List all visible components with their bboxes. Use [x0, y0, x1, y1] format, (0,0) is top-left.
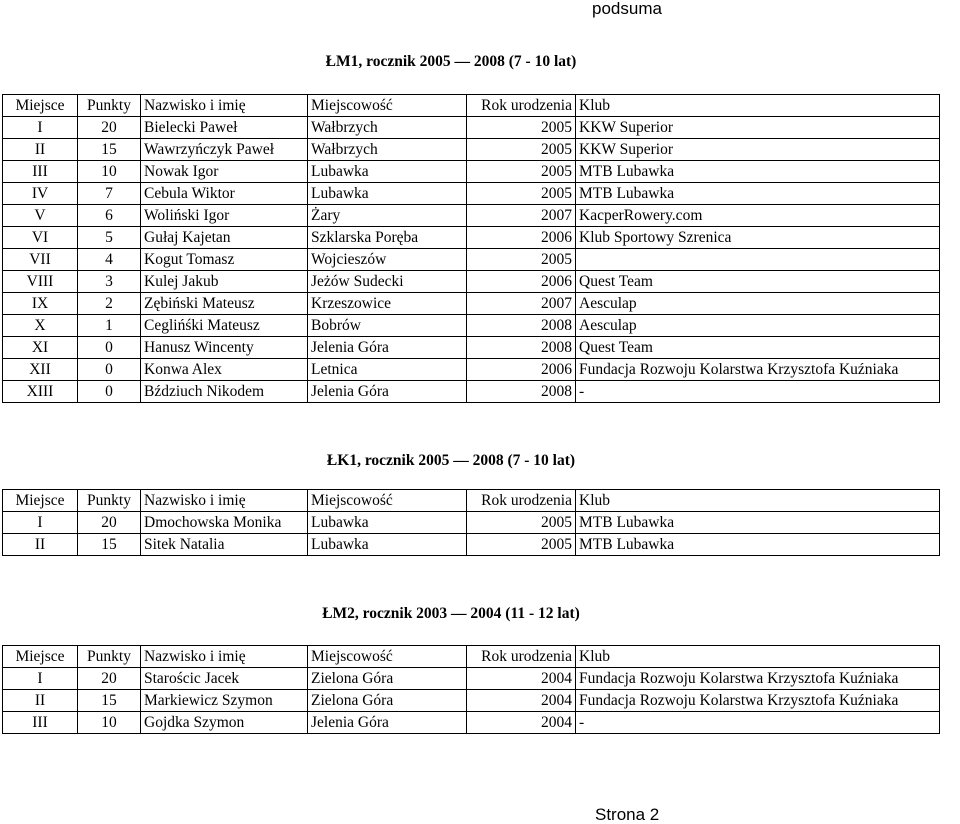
cell-name: Cebula Wiktor	[141, 183, 308, 205]
column-header-name: Nazwisko i imię	[141, 646, 308, 668]
cell-city: Letnica	[308, 359, 467, 381]
table-row	[3, 161, 940, 183]
cell-year: 2005	[467, 512, 576, 534]
cell-name: Woliński Igor	[141, 205, 308, 227]
cell-name: Kulej Jakub	[141, 271, 308, 293]
cell-city: Jelenia Góra	[308, 712, 467, 734]
cell-city: Lubawka	[308, 161, 467, 183]
cell-club: -	[576, 712, 940, 734]
table-row	[3, 117, 940, 139]
cell-club: MTB Lubawka	[576, 183, 940, 205]
cell-club: MTB Lubawka	[576, 161, 940, 183]
column-header-city: Miejscowość	[308, 490, 467, 512]
cell-year: 2005	[467, 534, 576, 556]
cell-club: KKW Superior	[576, 117, 940, 139]
cell-year: 2005	[467, 183, 576, 205]
cell-club: KKW Superior	[576, 139, 940, 161]
table-row	[3, 227, 940, 249]
cell-name: Dmochowska Monika	[141, 512, 308, 534]
column-header-points: Punkty	[78, 490, 141, 512]
cell-place: XIII	[3, 381, 78, 403]
column-header-year: Rok urodzenia	[467, 646, 576, 668]
cell-city: Lubawka	[308, 534, 467, 556]
table-row	[3, 534, 940, 556]
cell-city: Krzeszowice	[308, 293, 467, 315]
table-row	[3, 712, 940, 734]
table-row	[3, 205, 940, 227]
cell-city: Jelenia Góra	[308, 337, 467, 359]
cell-name: Markiewicz Szymon	[141, 690, 308, 712]
cell-year: 2007	[467, 205, 576, 227]
cell-club: -	[576, 381, 940, 403]
cell-points: 1	[78, 315, 141, 337]
cell-points: 7	[78, 183, 141, 205]
column-header-place: Miejsce	[3, 95, 78, 117]
cell-points: 15	[78, 690, 141, 712]
table-row	[3, 512, 940, 534]
cell-points: 0	[78, 337, 141, 359]
table-row	[3, 315, 940, 337]
column-header-year: Rok urodzenia	[467, 95, 576, 117]
cell-points: 10	[78, 161, 141, 183]
cell-club: MTB Lubawka	[576, 512, 940, 534]
cell-city: Wałbrzych	[308, 117, 467, 139]
cell-club: Fundacja Rozwoju Kolarstwa Krzysztofa Kuźniaka	[576, 668, 940, 690]
cell-place: VII	[3, 249, 78, 271]
cell-name: Bździuch Nikodem	[141, 381, 308, 403]
cell-city: Żary	[308, 205, 467, 227]
cell-city: Szklarska Poręba	[308, 227, 467, 249]
cell-points: 6	[78, 205, 141, 227]
cell-name: Hanusz Wincenty	[141, 337, 308, 359]
cell-club: Aesculap	[576, 315, 940, 337]
column-header-club: Klub	[576, 95, 940, 117]
results-table	[2, 489, 940, 556]
cell-city: Zielona Góra	[308, 668, 467, 690]
table-row	[3, 668, 940, 690]
cell-year: 2006	[467, 271, 576, 293]
cell-year: 2006	[467, 227, 576, 249]
column-header-club: Klub	[576, 490, 940, 512]
cell-name: Ceglińśki Mateusz	[141, 315, 308, 337]
cell-points: 0	[78, 381, 141, 403]
cell-club: Fundacja Rozwoju Kolarstwa Krzysztofa Kuźniaka	[576, 690, 940, 712]
cell-name: Nowak Igor	[141, 161, 308, 183]
cell-place: IX	[3, 293, 78, 315]
cell-place: II	[3, 690, 78, 712]
table-row	[3, 359, 940, 381]
cell-place: XI	[3, 337, 78, 359]
cell-year: 2004	[467, 668, 576, 690]
cell-place: II	[3, 534, 78, 556]
cell-city: Wałbrzych	[308, 139, 467, 161]
cell-club: Quest Team	[576, 271, 940, 293]
cell-name: Zębiński Mateusz	[141, 293, 308, 315]
table-header-row	[3, 490, 940, 512]
cell-place: II	[3, 139, 78, 161]
cell-club	[576, 249, 940, 271]
cell-place: VI	[3, 227, 78, 249]
cell-points: 15	[78, 534, 141, 556]
section-title: ŁK1, rocznik 2005 — 2008 (7 - 10 lat)	[326, 452, 576, 469]
cell-points: 10	[78, 712, 141, 734]
cell-points: 3	[78, 271, 141, 293]
column-header-club: Klub	[576, 646, 940, 668]
cell-place: III	[3, 161, 78, 183]
cell-year: 2006	[467, 359, 576, 381]
cell-city: Jelenia Góra	[308, 381, 467, 403]
table-header-row	[3, 646, 940, 668]
cell-year: 2004	[467, 690, 576, 712]
cell-club: Fundacja Rozwoju Kolarstwa Krzysztofa Kuźniaka	[576, 359, 940, 381]
cell-points: 0	[78, 359, 141, 381]
cell-city: Jeżów Sudecki	[308, 271, 467, 293]
cell-year: 2005	[467, 117, 576, 139]
cell-year: 2008	[467, 315, 576, 337]
column-header-place: Miejsce	[3, 490, 78, 512]
cell-place: VIII	[3, 271, 78, 293]
cell-city: Lubawka	[308, 183, 467, 205]
cell-place: XII	[3, 359, 78, 381]
cell-place: I	[3, 512, 78, 534]
page-header: podsuma	[592, 0, 662, 18]
table-row	[3, 183, 940, 205]
table-row	[3, 249, 940, 271]
column-header-year: Rok urodzenia	[467, 490, 576, 512]
cell-city: Lubawka	[308, 512, 467, 534]
table-header-row	[3, 95, 940, 117]
column-header-name: Nazwisko i imię	[141, 95, 308, 117]
table-row	[3, 337, 940, 359]
cell-club: Klub Sportowy Szrenica	[576, 227, 940, 249]
column-header-city: Miejscowość	[308, 646, 467, 668]
cell-place: I	[3, 668, 78, 690]
cell-place: V	[3, 205, 78, 227]
cell-year: 2005	[467, 249, 576, 271]
cell-points: 2	[78, 293, 141, 315]
table-row	[3, 293, 940, 315]
cell-club: MTB Lubawka	[576, 534, 940, 556]
cell-points: 20	[78, 512, 141, 534]
cell-city: Wojcieszów	[308, 249, 467, 271]
cell-points: 5	[78, 227, 141, 249]
cell-name: Gojdka Szymon	[141, 712, 308, 734]
cell-club: KacperRowery.com	[576, 205, 940, 227]
cell-name: Sitek Natalia	[141, 534, 308, 556]
cell-year: 2005	[467, 161, 576, 183]
cell-points: 15	[78, 139, 141, 161]
cell-points: 20	[78, 668, 141, 690]
cell-place: I	[3, 117, 78, 139]
cell-year: 2007	[467, 293, 576, 315]
table-row	[3, 690, 940, 712]
cell-place: IV	[3, 183, 78, 205]
cell-city: Bobrów	[308, 315, 467, 337]
cell-points: 20	[78, 117, 141, 139]
results-table	[2, 94, 940, 403]
cell-place: III	[3, 712, 78, 734]
cell-year: 2008	[467, 337, 576, 359]
cell-city: Zielona Góra	[308, 690, 467, 712]
table-row	[3, 381, 940, 403]
section-title: ŁM2, rocznik 2003 — 2004 (11 - 12 lat)	[322, 605, 580, 622]
column-header-city: Miejscowość	[308, 95, 467, 117]
cell-year: 2008	[467, 381, 576, 403]
column-header-points: Punkty	[78, 95, 141, 117]
cell-name: Starościc Jacek	[141, 668, 308, 690]
section-title: ŁM1, rocznik 2005 — 2008 (7 - 10 lat)	[325, 53, 577, 70]
cell-place: X	[3, 315, 78, 337]
cell-name: Wawrzyńczyk Paweł	[141, 139, 308, 161]
table-row	[3, 139, 940, 161]
results-table	[2, 645, 940, 734]
page-footer: Strona 2	[595, 805, 660, 824]
cell-club: Aesculap	[576, 293, 940, 315]
cell-year: 2005	[467, 139, 576, 161]
cell-points: 4	[78, 249, 141, 271]
cell-year: 2004	[467, 712, 576, 734]
cell-club: Quest Team	[576, 337, 940, 359]
cell-name: Konwa Alex	[141, 359, 308, 381]
cell-name: Gułaj Kajetan	[141, 227, 308, 249]
cell-name: Kogut Tomasz	[141, 249, 308, 271]
column-header-place: Miejsce	[3, 646, 78, 668]
column-header-points: Punkty	[78, 646, 141, 668]
table-row	[3, 271, 940, 293]
cell-name: Bielecki Paweł	[141, 117, 308, 139]
column-header-name: Nazwisko i imię	[141, 490, 308, 512]
